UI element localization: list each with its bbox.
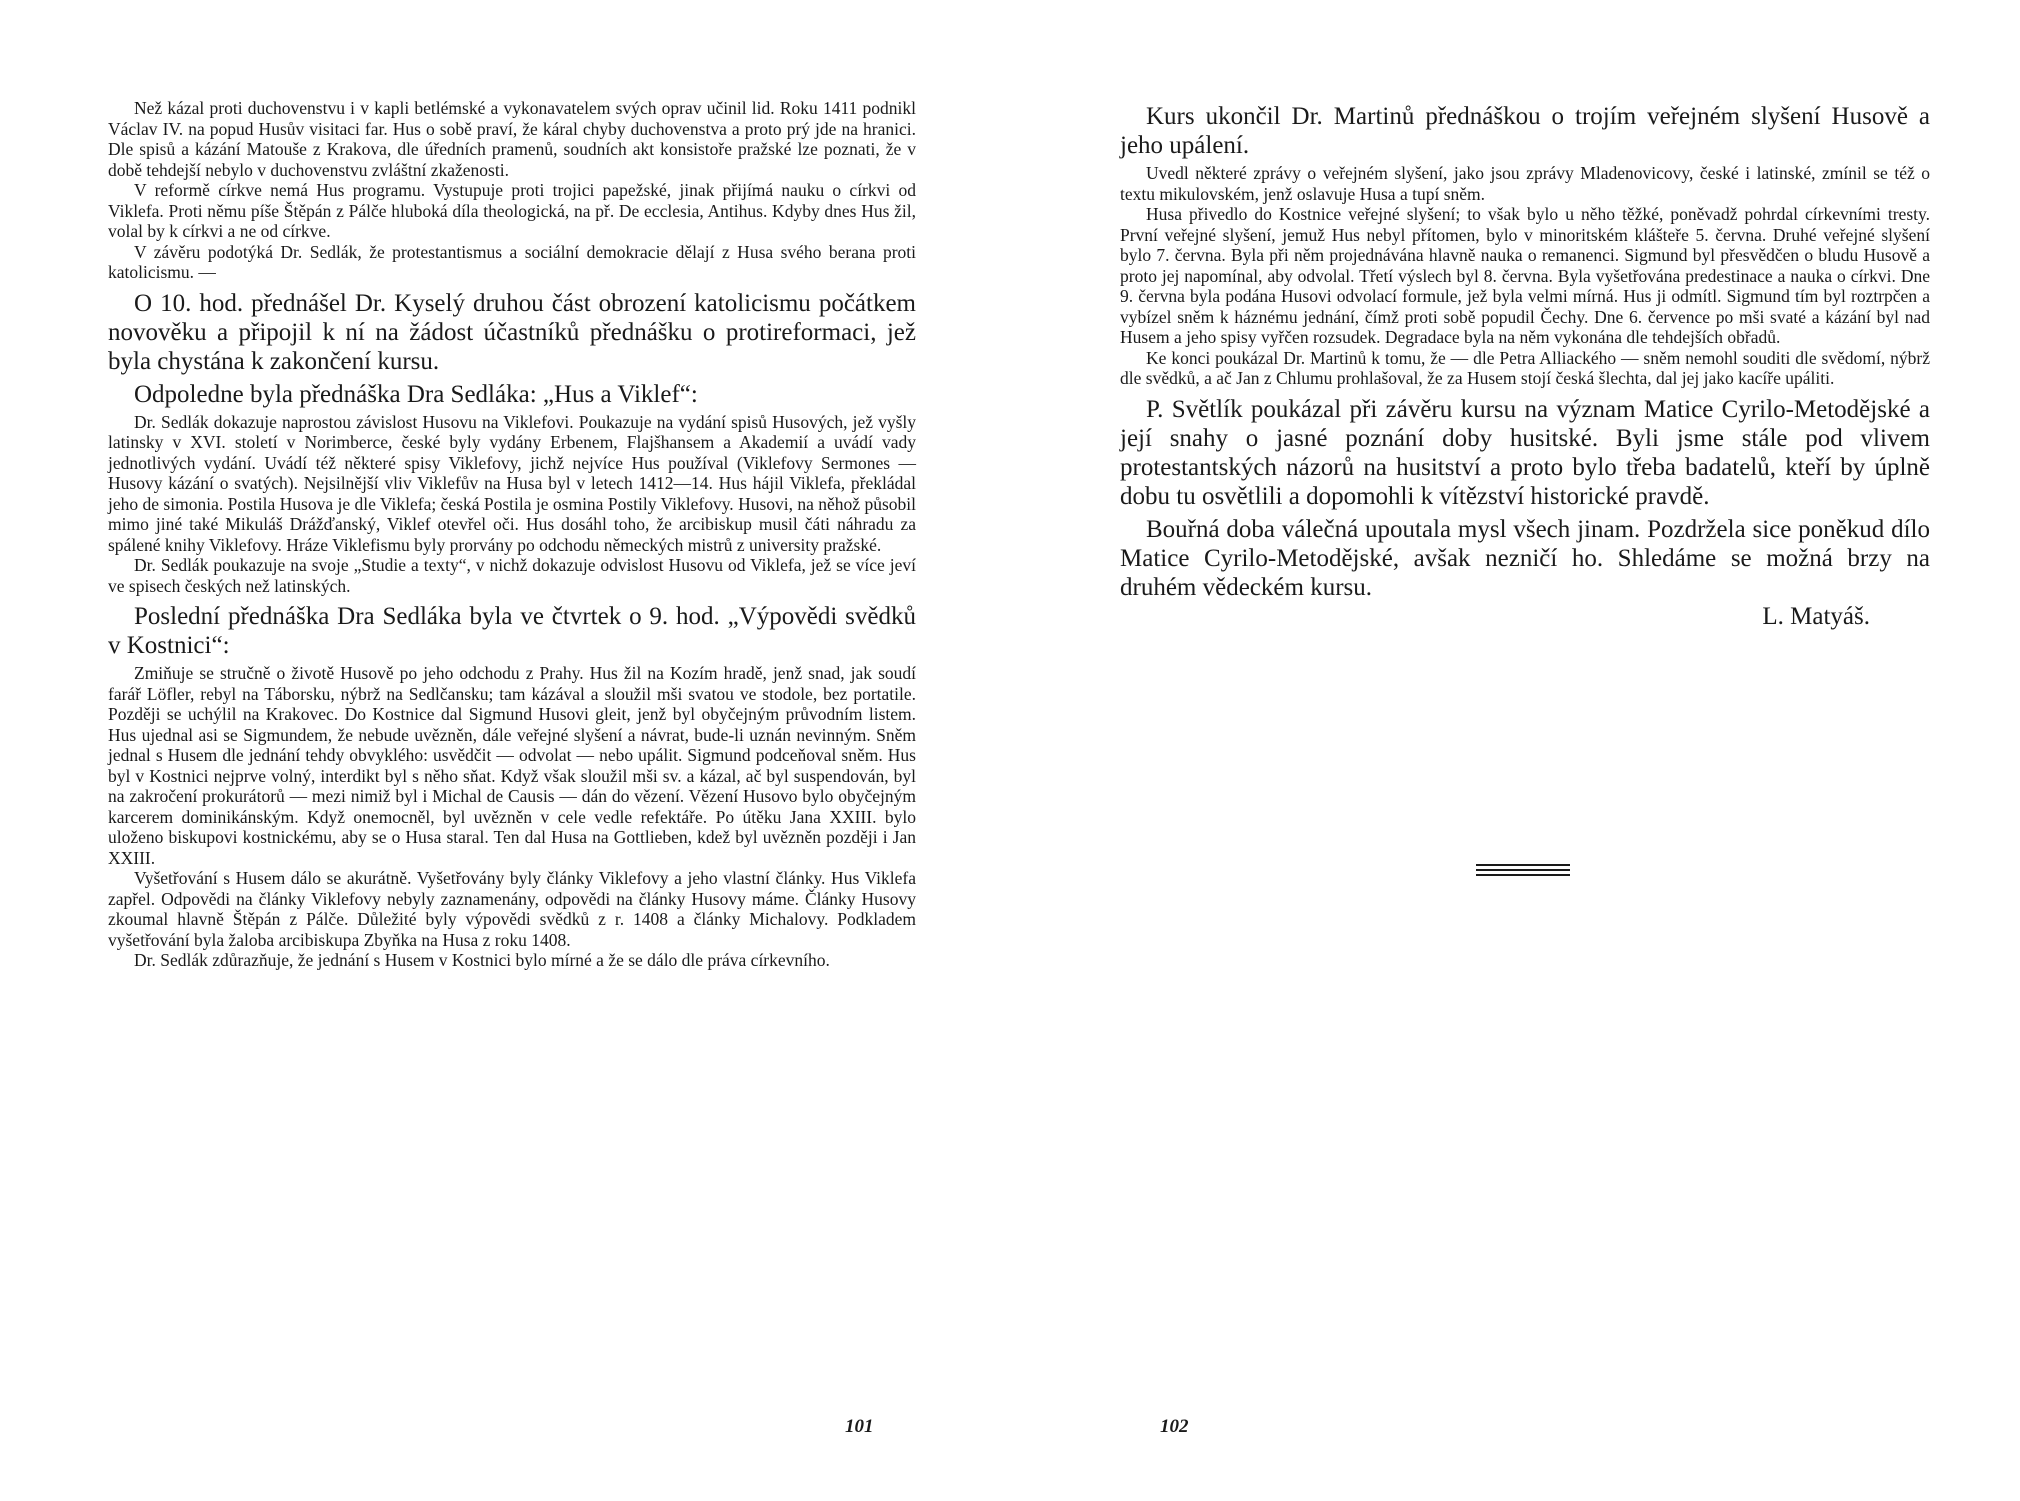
paragraph: Bouřná doba válečná upoutala mysl všech jinam. Pozdržela sice poněkud dílo Matice Cyrilo-Metodějské, avšak nezničí ho. Shledáme se možná brzy na druhém vědeckém kursu. [1120,515,1930,601]
paragraph: Zmiňuje se stručně o životě Husově po jeho odchodu z Prahy. Hus žil na Kozím hradě, jenž snad, jak soudí farář Löfler, rebyl na Táborsku, nýbrž na Sedlčansku; tam kázával a sloužil mši svatou ve stodole, bez portatile. Později se uchýlil na Krakovec. Do Kostnice dal Sigmund Husovi gleit, jenž byl obyčejným průvodním listem. Hus ujednal asi se Sigmundem, že nebude uvězněn, dále veřejné slyšení a návrat, bude-li uznán nevinným. Sněm jednal s Husem dle jednání tehdy obvyklého: usvědčit — odvolat — nebo upálit. Sigmund podceňoval sněm. Hus byl v Kostnici nejprve volný, interdikt byl s něho sňat. Když však sloužil mši sv. a kázal, ač byl suspendován, byl na zakročení prokurátorů — mezi nimiž byl i Michal de Causis — dán do vězení. Vězení Husovo bylo obyčejným karcerem dominikánským. Když onemocněl, byl uvězněn v cele vedle refektáře. Po útěku Jana XXIII. bylo uloženo biskupovi kostnickému, aby se o Husa staral. Ten dal Husa na Gottlieben, kdež byl uvězněn později i Jan XXIII. [108,663,916,868]
rule-line [1476,874,1570,876]
paragraph: Dr. Sedlák zdůrazňuje, že jednání s Husem v Kostnici bylo mírné a že se dálo dle práva církevního. [134,950,830,970]
right-page-text [1120,98,1930,631]
left-page-text [108,98,916,971]
double-rule-ornament [1476,864,1570,879]
paragraph: Kurs ukončil Dr. Martinů přednáškou o trojím veřejném slyšení Husově a jeho upálení. [1120,103,1930,159]
paragraph: Poslední přednáška Dra Sedláka byla ve čtvrtek o 9. hod. „Výpovědi svědků v Kostnici“: [108,603,916,659]
page-number: 102 [1160,1416,1189,1437]
paragraph: O 10. hod. přednášel Dr. Kyselý druhou část obrození katolicismu počátkem novověku a připojil k ní na žádost účastníků přednášku o protireformaci, jež byla chystána k zakončení kursu. [108,289,916,375]
paragraph: Ke konci poukázal Dr. Martinů k tomu, že — dle Petra Alliackého — sněm nemohl souditi dle svědomí, nýbrž dle svědků, a ač Jan z Chlumu prohlašoval, že za Husem stojí česká šlechta, dal jej jako kacíře upáliti. [1120,347,1930,388]
paragraph: Než kázal proti duchovenstvu i v kapli betlémské a vykonavatelem svých oprav učinil lid. Roku 1411 podnikl Václav IV. na popud Husův visitaci far. Hus o sobě praví, že káral chyby duchovenstva a proto prý jde na hranici. Dle spisů a kázání Matouše z Krakova, dle úředních pramenů, soudních akt konsistoře pražské lze poznati, že v době tehdejší nebylo v duchovenstvu zvláštní zkaženosti. [108,98,916,180]
rule-line [1476,869,1570,871]
paragraph: Vyšetřování s Husem dálo se akurátně. Vyšetřovány byly články Viklefovy a jeho vlastní články. Hus Viklefa zapřel. Odpovědi na články Viklefovy nebyly zaznamenány, odpovědi na články Husovy máme. Články Husovy zkoumal hlavně Štěpán z Pálče. Důležité byly výpovědi svědků z r. 1408 a články Michalovy. Podkladem vyšetřování byla žaloba arcibiskupa Zbyňka na Husa z roku 1408. [108,868,916,950]
paragraph: V reformě církve nemá Hus programu. Vystupuje proti trojici papežské, jinak přijímá nauku o církvi od Viklefa. Proti němu píše Štěpán z Pálče hluboká díla theologická, na př. De ecclesia, Antihus. Kdyby dnes Hus žil, volal by k církvi a ne od církve. [108,180,916,241]
paragraph: Husa přivedlo do Kostnice veřejné slyšení; to však bylo u něho těžké, poněvadž pohrdal církevními tresty. První veřejné slyšení, jemuž Hus nebyl přítomen, bylo v minoritském klášteře 5. června. Druhé veřejné slyšení bylo 7. června. Byla při něm projednávána hlavně nauka o remanenci. Sigmund byl přesvědčen o bludu Husově a proto jej napomínal, aby odvolal. Třetí výslech byl 8. června. Byla vyšetřována predestinace a nauka o církvi. Dne 9. června byla podána Husovi odvolací formule, jež byla velmi mírná. Hus ji odmítl. Sigmund tím byl roztrpčen a vybízel sněm k háznému jednání, čímž proti sobě popudil Čechy. Dne 6. července po mši svaté a kázání byl nad Husem a jeho spisy vyřčen rozsudek. Degradace byla na něm vykonána dle tehdejších obřadů. [1120,204,1930,347]
page-number: 101 [845,1416,874,1437]
paragraph: Dr. Sedlák dokazuje naprostou závislost Husovu na Viklefovi. Poukazuje na vydání spisů Husových, jež vyšly latinsky v XVI. století v Norimberce, české byly vydány Erbenem, Flajšhansem a Akademií a uvádí vady jednotlivých vydání. Uvádí též některé spisy Viklefovy, jichž nejvíce Hus používal (Viklefovy Sermones — Husovy kázání o svatých). Nejsilnější vliv Viklefův na Husa byl v letech 1412—14. Hus hájil Viklefa, překládal jeho de simonia. Postila Husova je dle Viklefa; česká Postila je osmina Postily Viklefovy. Husovi, na něhož působil mimo jiné také Mikuláš Drážďanský, Viklef otevřel oči. Hus dosáhl toho, že arcibiskup musil čáti náhradu za spálené knihy Viklefovy. Hráze Viklefismu byly prorvány po odchodu německých mistrů z university pražské. [108,411,916,555]
paragraph: Uvedl některé zprávy o veřejném slyšení, jako jsou zprávy Mladenovicovy, české i latinské, zmínil se též o textu mikulovském, jenž oslavuje Husa a tupí sněm. [1120,163,1930,204]
right-page [1010,0,2020,1501]
paragraph: V závěru podotýká Dr. Sedlák, že protestantismus a sociální demokracie dělají z Husa svého berana proti katolicismu. — [108,241,916,282]
paragraph: Dr. Sedlák poukazuje na svoje „Studie a texty“, v nichž dokazuje odvislost Husovu od Viklefa, jež se více jeví ve spisech českých než latinských. [108,555,916,596]
rule-line [1476,864,1570,866]
paragraph: Odpoledne byla přednáška Dra Sedláka: „Hus a Viklef“: [134,380,698,408]
paragraph: P. Světlík poukázal při závěru kursu na význam Matice Cyrilo-Metodějské a její snahy o jasné poznání doby husitské. Byli jsme stále pod vlivem protestantských názorů na husitství a proto bylo třeba badatelů, kteří by úplně dobu tu osvětlili a dopomohli k vítězství historické pravdě. [1120,395,1930,510]
signature: L. Matyáš. [1762,602,1870,630]
